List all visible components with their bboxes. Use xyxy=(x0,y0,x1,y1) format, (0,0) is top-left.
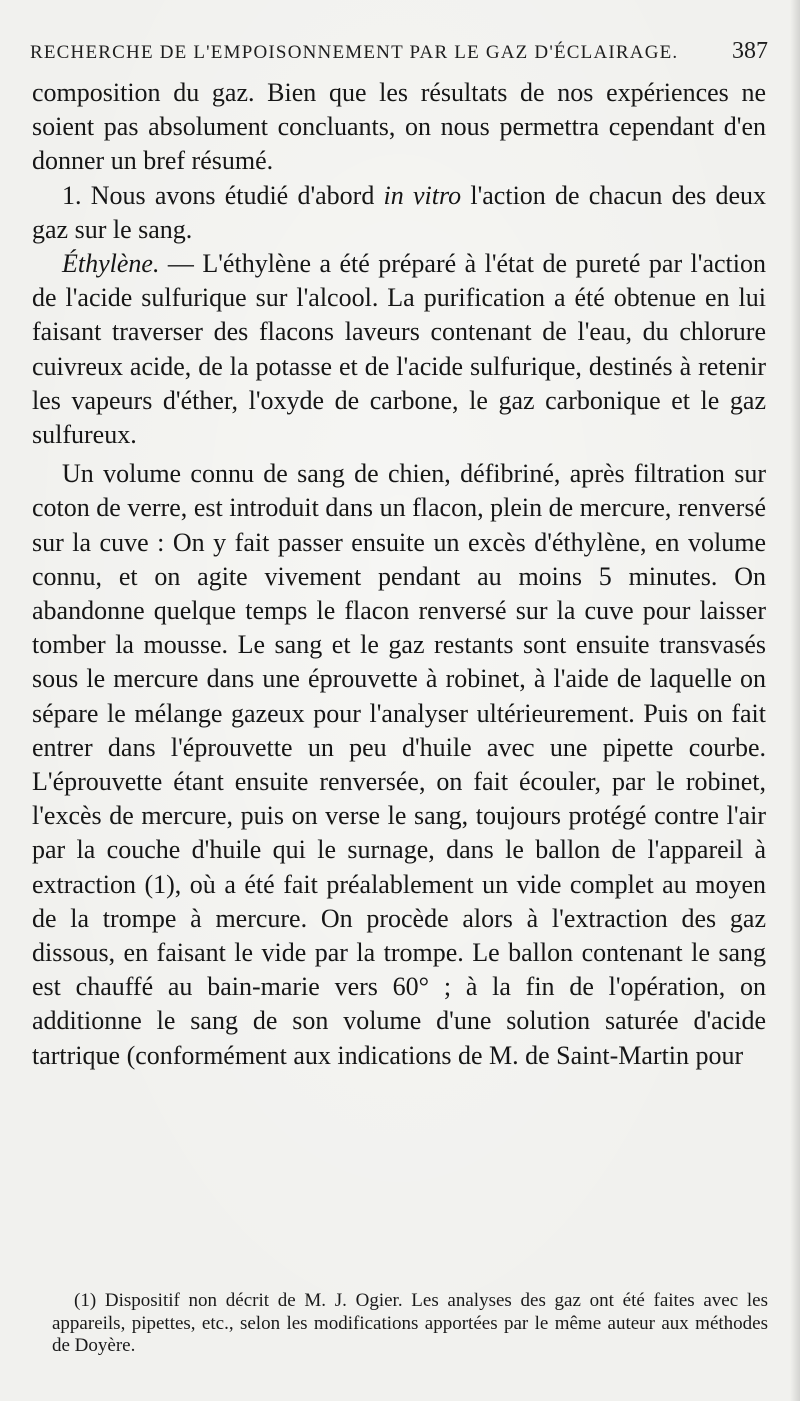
paragraph-method-1-lead: 1. Nous avons étudié d'abord xyxy=(62,180,384,210)
page-edge-shadow xyxy=(790,0,800,1401)
in-vitro-term: in vitro xyxy=(383,180,462,210)
paragraph-intro: composition du gaz. Bien que les résultats de nos expériences ne soient pas absolument concluants, on nous permettra cependant d'en donner un bref résumé. xyxy=(32,78,766,176)
footnote: (1) Dispositif non décrit de M. J. Ogier. Les analyses des gaz ont été faites avec les appareils, pipettes, etc., selon les modifications apportées par le même auteur aux méthodes de Doyère. xyxy=(52,1290,768,1356)
page-number: 387 xyxy=(732,38,768,64)
running-title: RECHERCHE DE L'EMPOISONNEMENT PAR LE GAZ D'ÉCLAIRAGE. xyxy=(30,42,679,63)
paragraph-method-1-rest: l'action de chacun des deux gaz sur le sang. xyxy=(32,180,767,244)
running-head xyxy=(30,38,768,66)
paragraph-ethylene-rest: — L'éthylène a été préparé à l'état de pureté par l'action de l'acide sulfurique sur l'alcool. La purification a été obtenue en lui faisant traverser des flacons laveurs contenant de l'eau, du chlorure cuivreux acide, de la potasse et de l'acide sulfurique, destinés à retenir les vapeurs d'éther, l'oxyde de carbone, le gaz carbonique et le gaz sulfureux. xyxy=(32,249,766,450)
paragraph-procedure: Un volume connu de sang de chien, défibriné, après filtration sur coton de verre, est introduit dans un flacon, plein de mercure, renversé sur la cuve : On y fait passer ensuite un excès d'éthylène, en volume connu, et on agite vivement pendant au moins 5 minutes. On abandonne quelque temps le flacon renversé sur la cuve pour laisser tomber la mousse. Le sang et le gaz restants sont ensuite transvasés sous le mercure dans une éprouvette à robinet, à l'aide de laquelle on sépare le mélange gazeux pour l'analyser ultérieurement. Puis on fait entrer dans l'éprouvette un peu d'huile avec une pipette courbe. L'éprouvette étant ensuite renversée, on fait écouler, par le robinet, l'excès de mercure, puis on verse le sang, toujours protégé contre l'air par la couche d'huile qui le surnage, dans le ballon de l'appareil à extraction (1), où a été fait préalablement un vide complet au moyen de la trompe à mercure. On procède alors à l'extraction des gaz dissous, en faisant le vide par la trompe. Le ballon contenant le sang est chauffé au bain-marie vers 60° ; à la fin de l'opération, on additionne le sang de son volume d'une solution saturée d'acide tartrique (conformément aux indications de M. de Saint-Martin pour xyxy=(32,459,766,1070)
body-text xyxy=(32,76,766,1073)
ethylene-heading: Éthylène. xyxy=(62,249,160,279)
paragraph-ethylene xyxy=(32,247,766,452)
paragraph-method-1 xyxy=(32,179,766,247)
